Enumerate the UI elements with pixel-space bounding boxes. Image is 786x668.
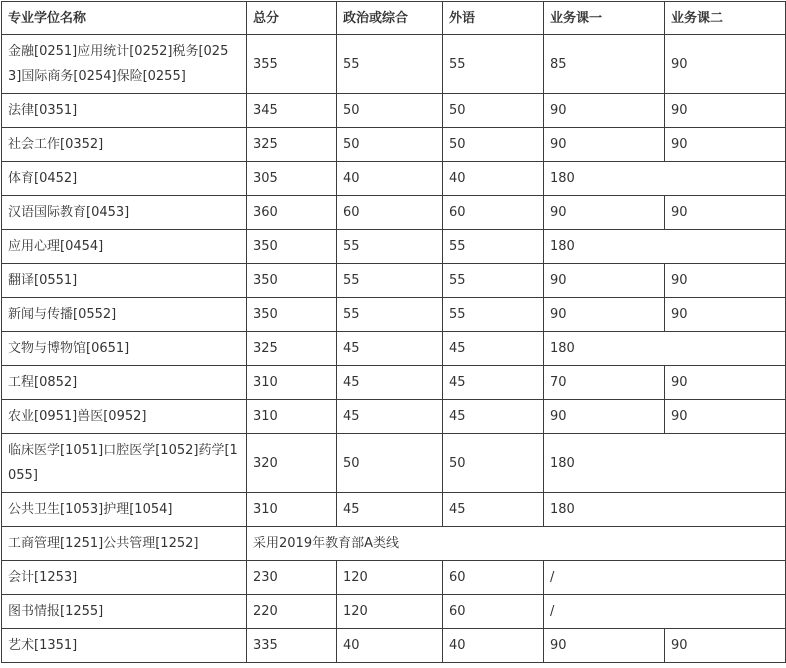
total-score-cell: 310: [247, 400, 337, 434]
total-score-cell: 325: [247, 332, 337, 366]
course1-score-cell: 90: [544, 94, 665, 128]
total-score-cell: 350: [247, 264, 337, 298]
course2-score-cell: 90: [665, 196, 786, 230]
total-score-cell: 220: [247, 595, 337, 629]
course2-score-cell: 90: [665, 298, 786, 332]
course2-score-cell: 90: [665, 35, 786, 94]
degree-name-cell: 新闻与传播[0552]: [2, 298, 247, 332]
politics-score-cell: 50: [337, 128, 443, 162]
politics-score-cell: 45: [337, 400, 443, 434]
degree-name-cell: 艺术[1351]: [2, 629, 247, 663]
note-cell: 采用2019年教育部A类线: [247, 527, 786, 561]
degree-name-cell: 金融[0251]应用统计[0252]税务[0253]国际商务[0254]保险[0255]: [2, 35, 247, 94]
foreign-language-score-cell: 45: [443, 493, 544, 527]
foreign-language-score-cell: 40: [443, 162, 544, 196]
course2-score-cell: 90: [665, 400, 786, 434]
total-score-cell: 360: [247, 196, 337, 230]
foreign-language-score-cell: 40: [443, 629, 544, 663]
degree-name-cell: 翻译[0551]: [2, 264, 247, 298]
total-score-cell: 310: [247, 366, 337, 400]
degree-name-cell: 法律[0351]: [2, 94, 247, 128]
degree-name-cell: 公共卫生[1053]护理[1054]: [2, 493, 247, 527]
degree-name-cell: 汉语国际教育[0453]: [2, 196, 247, 230]
foreign-language-score-cell: 55: [443, 264, 544, 298]
course1-score-cell: 90: [544, 128, 665, 162]
course1-score-cell: 70: [544, 366, 665, 400]
foreign-language-score-cell: 50: [443, 128, 544, 162]
table-row: [2, 35, 786, 94]
table-row: [2, 128, 786, 162]
course1-score-cell: 90: [544, 196, 665, 230]
table-row: [2, 527, 786, 561]
course1-score-cell: 90: [544, 629, 665, 663]
total-score-cell: 355: [247, 35, 337, 94]
course1-score-cell: 85: [544, 35, 665, 94]
total-score-cell: 230: [247, 561, 337, 595]
col-header-course2: 业务课二: [665, 2, 786, 35]
total-score-cell: 310: [247, 493, 337, 527]
degree-name-cell: 图书情报[1255]: [2, 595, 247, 629]
foreign-language-score-cell: 55: [443, 230, 544, 264]
col-header-total: 总分: [247, 2, 337, 35]
degree-name-cell: 会计[1253]: [2, 561, 247, 595]
degree-name-cell: 应用心理[0454]: [2, 230, 247, 264]
course-combined-score-cell: /: [544, 561, 786, 595]
table-row: [2, 162, 786, 196]
table-row: [2, 332, 786, 366]
total-score-cell: 305: [247, 162, 337, 196]
table-row: [2, 493, 786, 527]
table-row: [2, 629, 786, 663]
table-header-row: [2, 2, 786, 35]
foreign-language-score-cell: 50: [443, 94, 544, 128]
politics-score-cell: 120: [337, 561, 443, 595]
col-header-foreign: 外语: [443, 2, 544, 35]
total-score-cell: 325: [247, 128, 337, 162]
foreign-language-score-cell: 45: [443, 366, 544, 400]
degree-name-cell: 农业[0951]兽医[0952]: [2, 400, 247, 434]
col-header-politics: 政治或综合: [337, 2, 443, 35]
table-row: [2, 561, 786, 595]
course1-score-cell: 90: [544, 400, 665, 434]
course-combined-score-cell: 180: [544, 493, 786, 527]
course-combined-score-cell: 180: [544, 162, 786, 196]
course-combined-score-cell: 180: [544, 332, 786, 366]
politics-score-cell: 55: [337, 298, 443, 332]
course2-score-cell: 90: [665, 94, 786, 128]
table-row: [2, 298, 786, 332]
foreign-language-score-cell: 45: [443, 332, 544, 366]
table-row: [2, 400, 786, 434]
course-combined-score-cell: 180: [544, 434, 786, 493]
table-row: [2, 94, 786, 128]
course1-score-cell: 90: [544, 264, 665, 298]
degree-name-cell: 临床医学[1051]口腔医学[1052]药学[1055]: [2, 434, 247, 493]
course-combined-score-cell: /: [544, 595, 786, 629]
politics-score-cell: 45: [337, 366, 443, 400]
politics-score-cell: 40: [337, 162, 443, 196]
table-row: [2, 230, 786, 264]
total-score-cell: 350: [247, 298, 337, 332]
total-score-cell: 350: [247, 230, 337, 264]
foreign-language-score-cell: 55: [443, 35, 544, 94]
foreign-language-score-cell: 60: [443, 561, 544, 595]
course2-score-cell: 90: [665, 366, 786, 400]
total-score-cell: 335: [247, 629, 337, 663]
degree-name-cell: 体育[0452]: [2, 162, 247, 196]
course-combined-score-cell: 180: [544, 230, 786, 264]
table-row: [2, 366, 786, 400]
course2-score-cell: 90: [665, 629, 786, 663]
score-table: [1, 1, 786, 663]
politics-score-cell: 40: [337, 629, 443, 663]
politics-score-cell: 50: [337, 94, 443, 128]
foreign-language-score-cell: 50: [443, 434, 544, 493]
total-score-cell: 320: [247, 434, 337, 493]
politics-score-cell: 55: [337, 230, 443, 264]
foreign-language-score-cell: 45: [443, 400, 544, 434]
degree-name-cell: 文物与博物馆[0651]: [2, 332, 247, 366]
col-header-name: 专业学位名称: [2, 2, 247, 35]
table-row: [2, 264, 786, 298]
table-row: [2, 196, 786, 230]
politics-score-cell: 55: [337, 264, 443, 298]
table-row: [2, 434, 786, 493]
col-header-course1: 业务课一: [544, 2, 665, 35]
course1-score-cell: 90: [544, 298, 665, 332]
politics-score-cell: 45: [337, 493, 443, 527]
table-row: [2, 595, 786, 629]
politics-score-cell: 50: [337, 434, 443, 493]
degree-name-cell: 工程[0852]: [2, 366, 247, 400]
course2-score-cell: 90: [665, 128, 786, 162]
total-score-cell: 345: [247, 94, 337, 128]
foreign-language-score-cell: 55: [443, 298, 544, 332]
politics-score-cell: 45: [337, 332, 443, 366]
politics-score-cell: 120: [337, 595, 443, 629]
degree-name-cell: 社会工作[0352]: [2, 128, 247, 162]
course2-score-cell: 90: [665, 264, 786, 298]
foreign-language-score-cell: 60: [443, 196, 544, 230]
politics-score-cell: 55: [337, 35, 443, 94]
foreign-language-score-cell: 60: [443, 595, 544, 629]
politics-score-cell: 60: [337, 196, 443, 230]
degree-name-cell: 工商管理[1251]公共管理[1252]: [2, 527, 247, 561]
